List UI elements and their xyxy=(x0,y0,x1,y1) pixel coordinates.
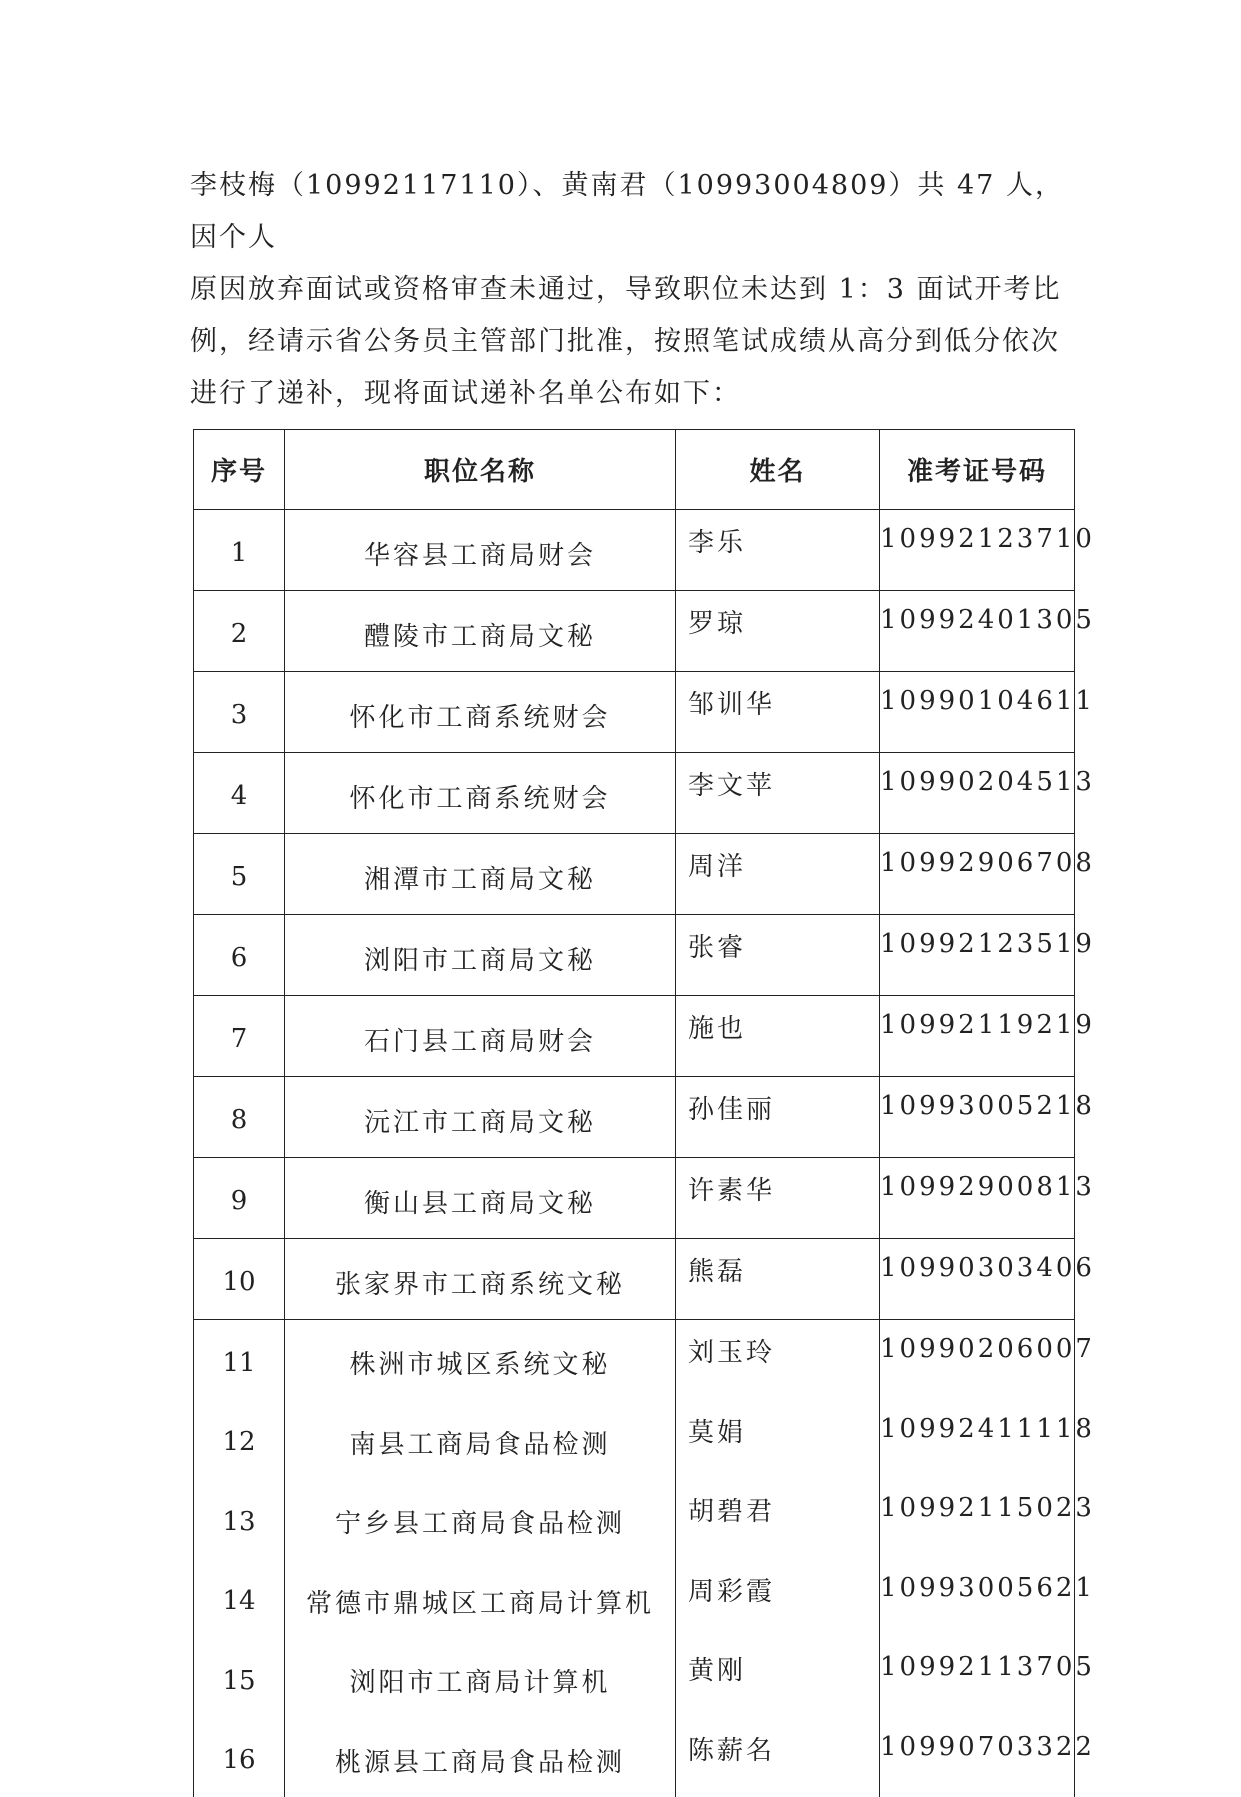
table-row xyxy=(194,1239,1075,1320)
cell-exam-id: 10993005621 xyxy=(880,1559,1075,1639)
header-seq: 序号 xyxy=(194,430,285,510)
cell-seq: 15 xyxy=(194,1638,285,1718)
cell-position: 华容县工商局财会 xyxy=(285,510,676,591)
table-row xyxy=(194,996,1075,1077)
table-row xyxy=(194,591,1075,672)
candidate-table xyxy=(193,429,1075,1797)
cell-exam-id: 10992113705 xyxy=(880,1638,1075,1718)
intro-paragraph xyxy=(190,160,1070,420)
cell-exam-id: 10990303406 xyxy=(880,1239,1075,1320)
cell-exam-id: 10992123519 xyxy=(880,915,1075,996)
cell-seq: 11 xyxy=(194,1320,285,1400)
cell-position: 衡山县工商局文秘 xyxy=(285,1158,676,1239)
cell-name: 莫娟 xyxy=(676,1400,880,1480)
cell-seq: 3 xyxy=(194,672,285,753)
cell-name: 许素华 xyxy=(676,1158,880,1239)
cell-exam-id: 10992115023 xyxy=(880,1479,1075,1559)
cell-name: 罗琼 xyxy=(676,591,880,672)
cell-exam-id: 10992906708 xyxy=(880,834,1075,915)
cell-seq: 12 xyxy=(194,1400,285,1480)
cell-position: 醴陵市工商局文秘 xyxy=(285,591,676,672)
cell-seq: 8 xyxy=(194,1077,285,1158)
cell-seq: 1 xyxy=(194,510,285,591)
cell-seq: 2 xyxy=(194,591,285,672)
cell-position: 桃源县工商局食品检测 xyxy=(285,1718,676,1797)
cell-position: 常德市鼎城区工商局计算机 xyxy=(285,1559,676,1639)
cell-position: 南县工商局食品检测 xyxy=(285,1400,676,1480)
cell-name: 胡碧君 xyxy=(676,1479,880,1559)
cell-seq: 10 xyxy=(194,1239,285,1320)
paragraph-line: 李枝梅（10992117110）、黄南君（10993004809）共 47 人，因个人 xyxy=(190,160,1070,264)
cell-position: 湘潭市工商局文秘 xyxy=(285,834,676,915)
cell-seq: 4 xyxy=(194,753,285,834)
cell-name: 陈薪名 xyxy=(676,1718,880,1797)
cell-exam-id: 10992411118 xyxy=(880,1400,1075,1480)
cell-exam-id: 10990703322 xyxy=(880,1718,1075,1797)
table-row xyxy=(194,753,1075,834)
cell-exam-id: 10992401305 xyxy=(880,591,1075,672)
cell-position: 株洲市城区系统文秘 xyxy=(285,1320,676,1400)
cell-position: 浏阳市工商局计算机 xyxy=(285,1638,676,1718)
cell-exam-id: 10992119219 xyxy=(880,996,1075,1077)
paragraph-line: 进行了递补，现将面试递补名单公布如下： xyxy=(190,368,1070,420)
cell-name: 熊磊 xyxy=(676,1239,880,1320)
cell-position: 浏阳市工商局文秘 xyxy=(285,915,676,996)
cell-exam-id: 10990104611 xyxy=(880,672,1075,753)
table-row xyxy=(194,834,1075,915)
table-row xyxy=(194,672,1075,753)
table-row xyxy=(194,1400,1075,1480)
cell-position: 怀化市工商系统财会 xyxy=(285,672,676,753)
cell-exam-id: 10993005218 xyxy=(880,1077,1075,1158)
cell-position: 沅江市工商局文秘 xyxy=(285,1077,676,1158)
cell-name: 孙佳丽 xyxy=(676,1077,880,1158)
cell-position: 石门县工商局财会 xyxy=(285,996,676,1077)
cell-position: 张家界市工商系统文秘 xyxy=(285,1239,676,1320)
cell-seq: 9 xyxy=(194,1158,285,1239)
table-row xyxy=(194,915,1075,996)
table-row xyxy=(194,1718,1075,1797)
cell-exam-id: 10990204513 xyxy=(880,753,1075,834)
cell-name: 施也 xyxy=(676,996,880,1077)
cell-exam-id: 10990206007 xyxy=(880,1320,1075,1400)
table-row xyxy=(194,1638,1075,1718)
paragraph-line: 例，经请示省公务员主管部门批准，按照笔试成绩从高分到低分依次 xyxy=(190,316,1070,368)
table-row xyxy=(194,510,1075,591)
table-row xyxy=(194,1559,1075,1639)
header-exam-id: 准考证号码 xyxy=(880,430,1075,510)
cell-name: 周彩霞 xyxy=(676,1559,880,1639)
cell-seq: 16 xyxy=(194,1718,285,1797)
table-header-row xyxy=(194,430,1075,510)
cell-seq: 6 xyxy=(194,915,285,996)
cell-exam-id: 10992900813 xyxy=(880,1158,1075,1239)
cell-name: 周洋 xyxy=(676,834,880,915)
cell-seq: 13 xyxy=(194,1479,285,1559)
cell-name: 刘玉玲 xyxy=(676,1320,880,1400)
cell-name: 李乐 xyxy=(676,510,880,591)
cell-seq: 5 xyxy=(194,834,285,915)
cell-exam-id: 10992123710 xyxy=(880,510,1075,591)
table-row xyxy=(194,1479,1075,1559)
cell-position: 宁乡县工商局食品检测 xyxy=(285,1479,676,1559)
cell-name: 李文苹 xyxy=(676,753,880,834)
table-row xyxy=(194,1158,1075,1239)
table-row xyxy=(194,1077,1075,1158)
table-row xyxy=(194,1320,1075,1400)
cell-seq: 7 xyxy=(194,996,285,1077)
cell-seq: 14 xyxy=(194,1559,285,1639)
cell-name: 张睿 xyxy=(676,915,880,996)
cell-name: 黄刚 xyxy=(676,1638,880,1718)
header-name: 姓名 xyxy=(676,430,880,510)
paragraph-line: 原因放弃面试或资格审查未通过，导致职位未达到 1：3 面试开考比 xyxy=(190,264,1070,316)
cell-name: 邹训华 xyxy=(676,672,880,753)
cell-position: 怀化市工商系统财会 xyxy=(285,753,676,834)
header-position: 职位名称 xyxy=(285,430,676,510)
